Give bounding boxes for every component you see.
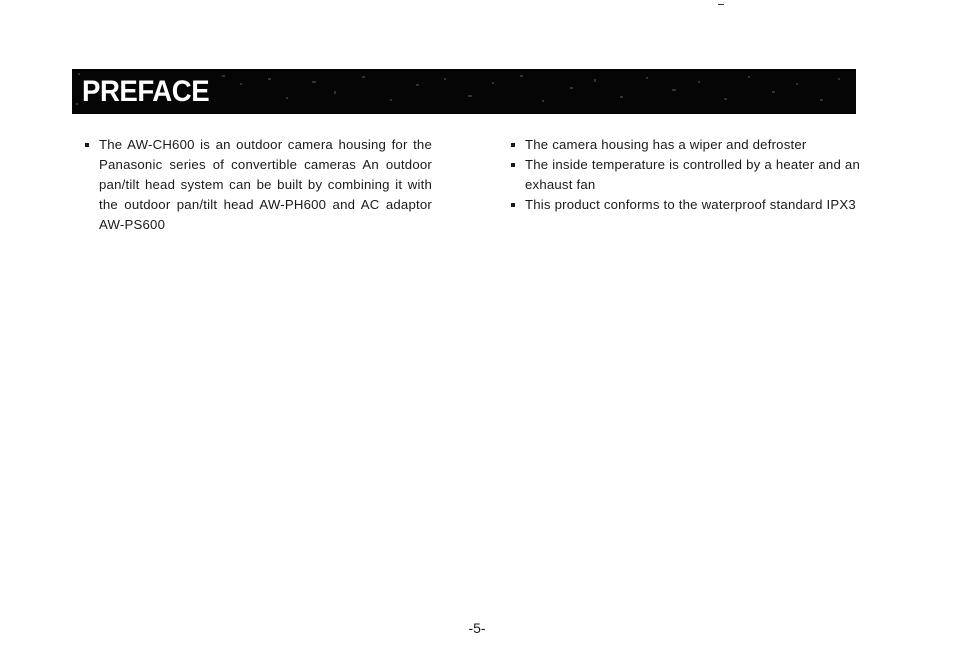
bullet-icon (511, 163, 515, 167)
page-number: -5- (468, 620, 486, 636)
right-column (508, 135, 860, 215)
bullet-icon (511, 143, 515, 147)
list-item (508, 135, 860, 155)
left-bullet-list (82, 135, 432, 235)
list-item (82, 135, 432, 235)
section-title: PREFACE (82, 75, 210, 108)
bullet-icon (85, 143, 89, 147)
list-item (508, 155, 860, 195)
list-item-text: The inside temperature is controlled by a heater and an exhaust fan (525, 157, 860, 192)
list-item-text: The AW-CH600 is an outdoor camera housing for the Panasonic series of convertible cameras An outdoor pan/tilt head system can be built by combining it with the outdoor pan/tilt head AW-PH600 and AC adaptor AW-PS600 (99, 137, 432, 232)
list-item (508, 195, 860, 215)
bullet-icon (511, 203, 515, 207)
list-item-text: This product conforms to the waterproof standard IPX3 (525, 197, 856, 212)
section-banner (72, 69, 856, 114)
scan-mark (718, 4, 724, 5)
left-column (82, 135, 432, 235)
list-item-text: The camera housing has a wiper and defroster (525, 137, 807, 152)
right-bullet-list (508, 135, 860, 215)
